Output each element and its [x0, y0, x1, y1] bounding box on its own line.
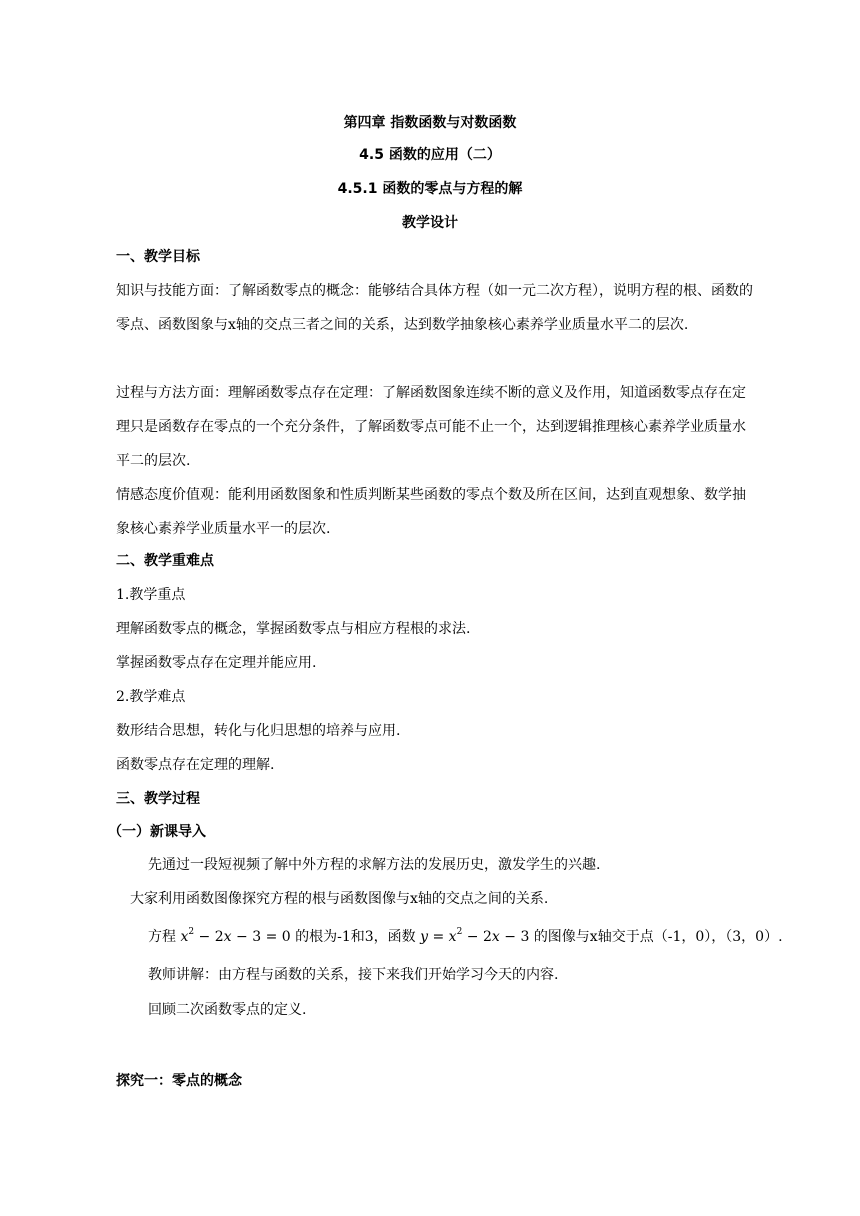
intro-line-3 — [148, 928, 783, 946]
difficult-point-1: 数形结合思想，转化与化归思想的培养与应用. — [116, 723, 401, 739]
explore-heading: 探究一：零点的概念 — [116, 1073, 242, 1089]
intro-subheading: （一）新课导入 — [108, 824, 206, 840]
objectives-heading: 一、教学目标 — [116, 249, 200, 265]
chapter-title: 第四章 指数函数与对数函数 — [343, 115, 517, 131]
equation-formula: $x^2 - 2x - 3 = 0$ — [180, 927, 291, 945]
intro-line-3-mid: 的根为-1和3，函数 — [295, 929, 416, 945]
subsection-title: 4.5.1 函数的零点与方程的解 — [337, 181, 523, 197]
doc-type-title: 教学设计 — [402, 215, 458, 231]
difficult-point-2: 函数零点存在定理的理解. — [116, 757, 275, 773]
objective-knowledge: 知识与技能方面：了解函数零点的概念：能够结合具体方程（如一元二次方程），说明方程的根、函数的零点、函数图象与x轴的交点三者之间的关系，达到数学抽象核心素养学业质量水平二的层次. — [116, 283, 753, 333]
intro-line-3-suffix: 的图像与x轴交于点（-1，0），（3，0）. — [533, 929, 783, 945]
key-difficult-heading: 二、教学重难点 — [116, 553, 214, 569]
key-points-label: 1.教学重点 — [116, 587, 186, 603]
objective-process: 过程与方法方面：理解函数零点存在定理：了解函数图象连续不断的意义及作用，知道函数零点存在定理只是函数存在零点的一个充分条件，了解函数零点可能不止一个，达到逻辑推理核心素养学业质量水平二的层次. — [116, 385, 746, 469]
key-point-2: 掌握函数零点存在定理并能应用. — [116, 655, 317, 671]
process-heading: 三、教学过程 — [116, 791, 200, 807]
intro-line-1: 先通过一段短视频了解中外方程的求解方法的发展历史，激发学生的兴趣. — [148, 857, 601, 873]
intro-line-4: 教师讲解：由方程与函数的关系，接下来我们开始学习今天的内容. — [148, 967, 559, 983]
intro-line-3-prefix: 方程 — [148, 929, 176, 945]
intro-line-5: 回顾二次函数零点的定义. — [148, 1002, 307, 1018]
key-point-1: 理解函数零点的概念，掌握函数零点与相应方程根的求法. — [116, 621, 471, 637]
intro-line-2: 大家利用函数图像探究方程的根与函数图像与x轴的交点之间的关系. — [130, 891, 549, 907]
function-formula: $y = x^2 - 2x - 3$ — [420, 927, 530, 945]
difficult-points-label: 2.教学难点 — [116, 689, 186, 705]
section-title: 4.5 函数的应用（二） — [359, 147, 501, 163]
objective-emotion: 情感态度价值观：能利用函数图象和性质判断某些函数的零点个数及所在区间，达到直观想象、数学抽象核心素养学业质量水平一的层次. — [116, 487, 746, 537]
